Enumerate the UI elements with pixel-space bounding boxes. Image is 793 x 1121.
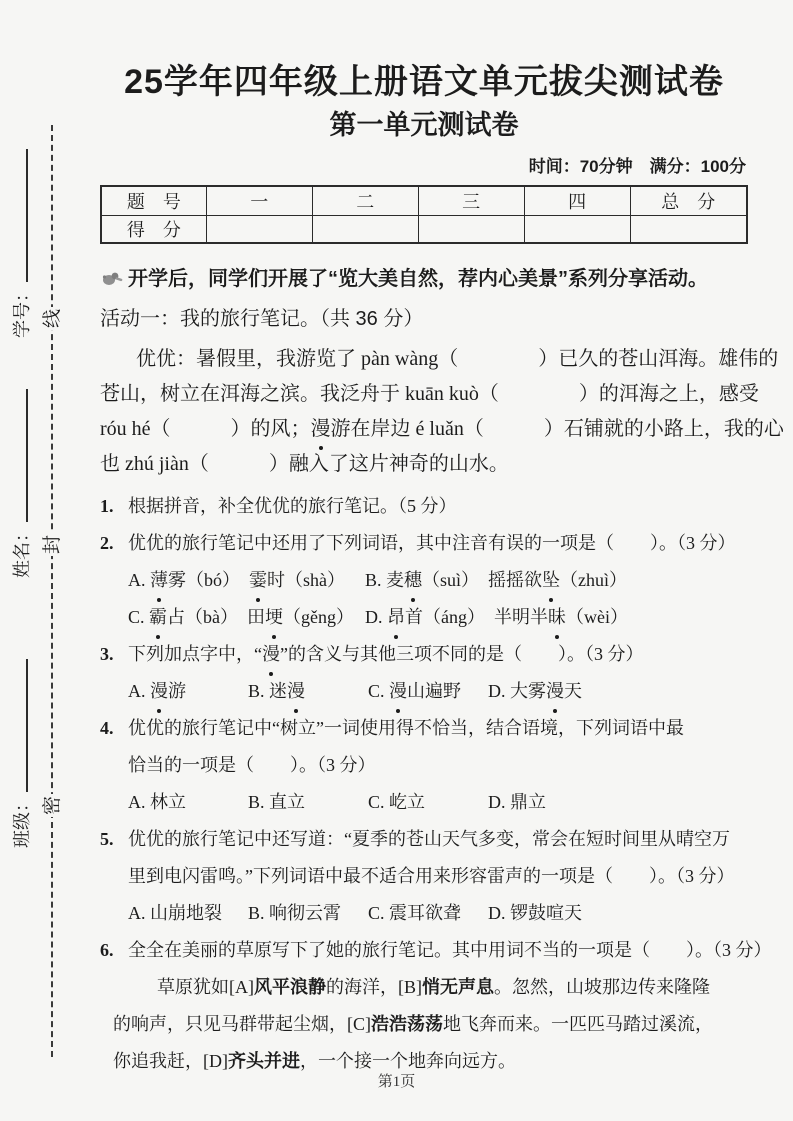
text-segment: 优优的旅行笔记中还写道：“夏季的苍山天气多变，常会在短时间里从晴空万 [128,828,730,849]
seal-char: 密 [42,795,63,815]
text-segment: 优优的旅行笔记中还用了下列词语，其中注音有误的一项是（ ）。（3 分） [128,532,736,553]
score-table-header-cell: 一 [206,186,312,215]
travel-note [100,342,784,482]
score-table-header-cell: 三 [418,186,524,215]
text-segment: B. 麦 [365,569,405,590]
text-segment: （gěng） [283,606,355,627]
text-segment: 优优的旅行笔记中“树立”一词使用得不恰当，结合语境，下列词语中最 [128,717,684,738]
travel-note-line [100,377,759,412]
option [248,895,368,932]
text-segment: 首（áng） 半明半 [405,606,548,627]
score-table-header-cell: 题 号 [101,186,206,215]
paragraph-line [113,969,748,1006]
page-subtitle: 第一单元测试卷 [329,110,519,140]
text-segment: ，一个接一个地奔向远方。 [300,1050,516,1071]
text-segment: 时（shà） [267,569,345,590]
option [128,784,248,821]
text-segment: D. 鼎立 [488,791,546,812]
text-segment: A. [128,680,150,701]
seal-dashed-line [51,125,53,1057]
activity-heading: 活动一：我的旅行笔记。（共 36 分） [100,307,424,330]
question-stem-line [128,710,748,747]
question-body [128,710,748,821]
travel-note-line [100,342,779,377]
emphasized-char: 漫 [311,412,331,447]
options-row [128,599,748,636]
option [488,784,608,821]
option [248,673,368,710]
text-segment: 地飞奔而来。一匹匹马踏过溪流， [443,1013,713,1034]
emphasized-char: 霸 [149,599,167,636]
text-segment: C. [368,680,390,701]
option [248,784,368,821]
emphasized-char: 昂 [387,599,405,636]
text-segment: 山遍野 [407,680,462,701]
options-row [128,673,748,710]
student-id-field [10,149,34,338]
travel-note-line [100,412,784,447]
text-segment: A. 山崩地裂 [128,902,222,923]
text-segment: （zhuì） [560,569,628,590]
question [100,932,772,1080]
name-field [10,389,34,578]
text-segment: C. 屹立 [368,791,426,812]
travel-note-line [100,447,748,482]
text-segment: （suì） 摇摇欲 [422,569,543,590]
text-segment: 你追我赶，[D] [113,1050,228,1071]
score-table-header-row [101,186,747,215]
text-segment: 苍山，树立在洱海之滨。我泛舟于 kuān kuò（ ）的洱海之上，感受 [100,382,759,405]
text-segment: 。忽然，山坡那边传来隆隆 [494,976,710,997]
seal-char: 线 [42,308,63,328]
emphasized-char: 坠 [542,562,560,599]
text-segment: 的海洋，[B] [326,976,422,997]
option [368,673,488,710]
question-stem-line [128,747,748,784]
score-table-score-row [101,215,747,243]
bold-phrase: 风平浪静 [254,976,326,997]
bold-phrase: 浩浩荡荡 [371,1013,443,1034]
text-segment: 里到电闪雷鸣。”下列词语中最不适合用来形容雷声的一项是（ ）。（3 分） [128,865,735,886]
score-table-header-cell: 四 [524,186,630,215]
text-segment: D. [365,606,387,627]
text-segment: 占（bà） 田 [167,606,266,627]
text-segment: 的响声，只见马群带起尘烟，[C] [113,1013,371,1034]
text-segment: 天 [564,680,582,701]
option [488,895,608,932]
question-body [128,636,748,710]
question [100,488,748,525]
text-segment: 也 zhú jiàn（ ）融入了这片神奇的山水。 [100,452,509,475]
text-segment: 优优：暑假里，我游览了 pàn wàng（ ）已久的苍山洱海。雄伟的 [136,347,779,370]
question-stem-line [128,821,748,858]
score-label-cell: 得 分 [101,215,206,243]
questions [100,488,772,1080]
text-segment: C. [128,606,150,627]
text-segment: B. 响彻云霄 [248,902,342,923]
student-id-label: 学号： [12,284,32,338]
name-label: 姓名： [12,524,32,578]
question-stem-line [128,858,748,895]
footer-page-number: 第1页 [377,1074,416,1090]
text-segment: 恰当的一项是（ ）。（3 分） [128,754,376,775]
question-number: 3. [100,643,114,664]
emphasized-char: 薄 [150,562,168,599]
question-stem-line [128,932,772,969]
exam-page [100,60,784,1080]
emphasized-char: 漫 [287,673,305,710]
emphasized-char: 穗 [404,562,422,599]
name-blank-line [14,389,28,522]
intro-line [100,264,748,294]
text-segment: C. 震耳欲聋 [368,902,462,923]
class-label: 班级： [12,794,32,848]
decorative-stamp-icon [100,269,124,289]
score-table-header-cell: 总 分 [630,186,747,215]
option [368,784,488,821]
option [128,895,248,932]
text-segment: 根据拼音，补全优优的旅行笔记。（5 分） [128,495,457,516]
option [128,562,365,599]
emphasized-char: 漫 [546,673,564,710]
question [100,525,748,636]
score-table [100,185,748,244]
text-segment: A. 林立 [128,791,186,812]
paragraph-line [113,1006,748,1043]
text-segment: A. [128,569,150,590]
question [100,821,748,932]
score-blank-cell [312,215,418,243]
text-segment: D. 锣鼓喧天 [488,902,582,923]
score-blank-cell [206,215,312,243]
question-number: 1. [100,495,114,516]
question-number: 5. [100,828,114,849]
question-stem-line [128,636,748,673]
question [100,710,748,821]
seal-char: 封 [42,534,63,554]
text-segment: 游在岸边 é luǎn（ ）石铺就的小路上，我的心 [330,417,784,440]
text-segment: B. 迷 [248,680,288,701]
intro-text: 开学后，同学们开展了“览大美自然，荐内心美景”系列分享活动。 [128,267,708,290]
score-blank-cell [524,215,630,243]
bold-phrase: 齐头并进 [228,1050,300,1071]
options-row [128,562,748,599]
class-blank-line [14,659,28,792]
bold-phrase: 悄无声息 [422,976,494,997]
option [365,599,628,636]
emphasized-char: 漫 [262,636,280,673]
emphasized-char: 埂 [265,599,283,636]
question [100,636,748,710]
option [128,599,365,636]
score-table-header-cell: 二 [312,186,418,215]
option [128,673,248,710]
question-body [128,525,748,636]
exam-time-score-meta: 时间：70分钟 满分：100分 [528,157,746,176]
score-blank-cell [418,215,524,243]
question-paragraph [113,969,748,1080]
text-segment: B. 直立 [248,791,306,812]
option [365,562,627,599]
text-segment: 全全在美丽的草原写下了她的旅行笔记。其中用词不当的一项是（ ）。（3 分） [128,939,772,960]
student-id-blank-line [14,149,28,282]
options-row [128,784,748,821]
question-number: 6. [100,939,114,960]
text-segment: 游 [168,680,186,701]
option [368,895,488,932]
text-segment: 下列加点字中，“ [128,643,262,664]
question-number: 4. [100,717,114,738]
options-row [128,895,748,932]
question-stem-line [128,525,748,562]
emphasized-char: 漫 [150,673,168,710]
question-body [128,821,748,932]
question-number: 2. [100,532,114,553]
text-segment: róu hé（ ）的风； [100,417,311,440]
emphasized-char: 霎 [249,562,267,599]
emphasized-char: 昧 [548,599,566,636]
question-body [113,932,772,1080]
text-segment: 雾（bó） [168,569,249,590]
score-blank-cell [630,215,747,243]
text-segment: D. 大雾 [488,680,546,701]
option [488,673,608,710]
question-stem-line [128,488,748,525]
text-segment: ”的含义与其他三项不同的是（ ）。（3 分） [280,643,644,664]
emphasized-char: 漫 [389,673,407,710]
page-title: 25学年四年级上册语文单元拔尖测试卷 [124,63,724,101]
text-segment: （wèi） [566,606,628,627]
text-segment: 草原犹如[A] [157,976,254,997]
question-body [128,488,748,525]
class-field [10,659,34,848]
